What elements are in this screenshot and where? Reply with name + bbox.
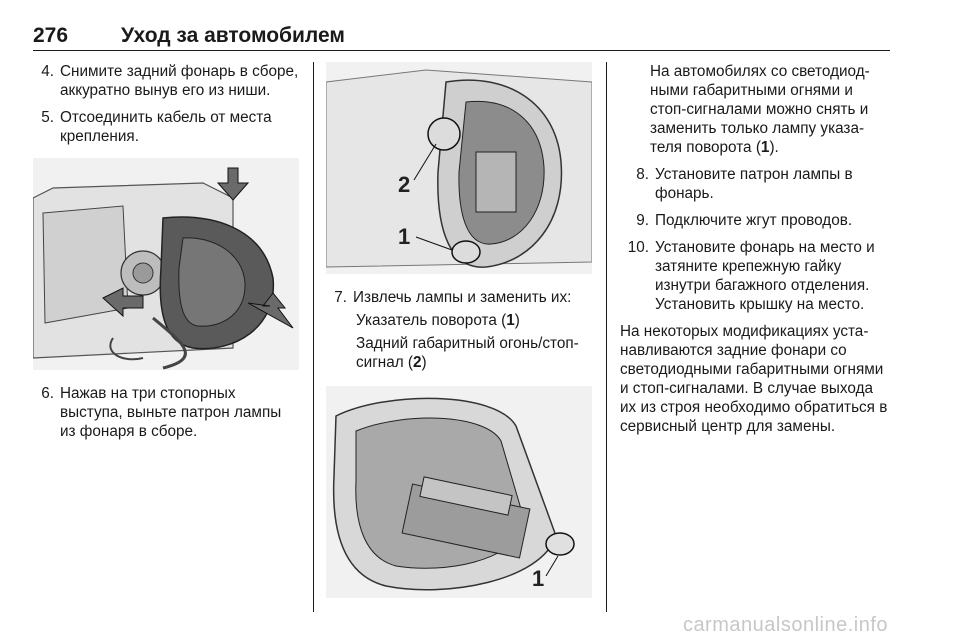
page-number: 276 (33, 24, 69, 47)
page-header (33, 22, 890, 51)
step-7 (326, 288, 594, 307)
step-9 (620, 211, 892, 230)
step-number: 10. (627, 239, 649, 256)
step-4 (33, 62, 301, 100)
step-number: 7. (334, 289, 347, 306)
column-divider (606, 62, 607, 612)
item-text: Задний габаритный огонь/стоп-сигнал ( (356, 335, 579, 371)
step-8 (620, 165, 892, 203)
step-text: Установите фонарь на место и затяните крепежную гайку изнутри багажного отделения. Установить крышку на место. (655, 239, 875, 313)
callout-2: 2 (398, 172, 411, 197)
item-text: Указатель поворота ( (356, 312, 507, 329)
step-text: Установите патрон лампы в фонарь. (655, 166, 853, 202)
led-info-paragraph: На некоторых модификациях уста-навливаются задние фонари со светодиодными габаритными огнями и стоп-сигналами. В случае выхода их из строя необходимо обратиться в сервисный центр для замены. (620, 323, 888, 435)
step-7-item-1 (326, 311, 594, 330)
lamp-holder-illustration (326, 62, 592, 274)
note-callout: 1 (760, 139, 770, 156)
step-5 (33, 108, 301, 146)
step-number: 4. (41, 63, 54, 80)
column-divider (313, 62, 314, 612)
step-number: 8. (636, 166, 649, 183)
step-number: 6. (41, 385, 54, 402)
column-left (33, 62, 301, 449)
led-note (620, 62, 892, 157)
item-text-end: ) (514, 312, 520, 329)
note-text-end: ). (769, 139, 779, 156)
step-text: Извлечь лампы и заменить их: (353, 289, 572, 306)
step-number: 9. (636, 212, 649, 229)
step-number: 5. (41, 109, 54, 126)
step-text: Снимите задний фонарь в сборе, аккуратно вынув его из ниши. (60, 63, 299, 99)
taillight-removal-illustration (33, 158, 299, 370)
step-7-item-2 (326, 334, 594, 372)
callout-1: 1 (532, 566, 545, 591)
step-text: Отсоединить кабель от места крепления. (60, 109, 272, 145)
step-text: Подключите жгут проводов. (655, 212, 853, 229)
column-right (620, 62, 892, 436)
watermark: carmanualsonline.info (682, 614, 888, 636)
callout-1: 1 (398, 224, 411, 249)
step-6 (33, 384, 301, 441)
note-text: На автомобилях со светодиод-ными габаритными огнями и стоп-сигналами можно снять и заменить только лампу указа-теля поворота ( (650, 63, 870, 156)
item-text-end: ) (421, 354, 427, 371)
column-middle (326, 62, 594, 598)
step-10 (620, 238, 892, 314)
item-callout: 2 (413, 354, 422, 371)
page-title: Уход за автомобилем (121, 24, 345, 47)
item-callout: 1 (506, 312, 515, 329)
turn-signal-bulb-illustration (326, 386, 592, 598)
step-text: Нажав на три стопорных выступа, выньте патрон лампы из фонаря в сборе. (60, 385, 282, 440)
